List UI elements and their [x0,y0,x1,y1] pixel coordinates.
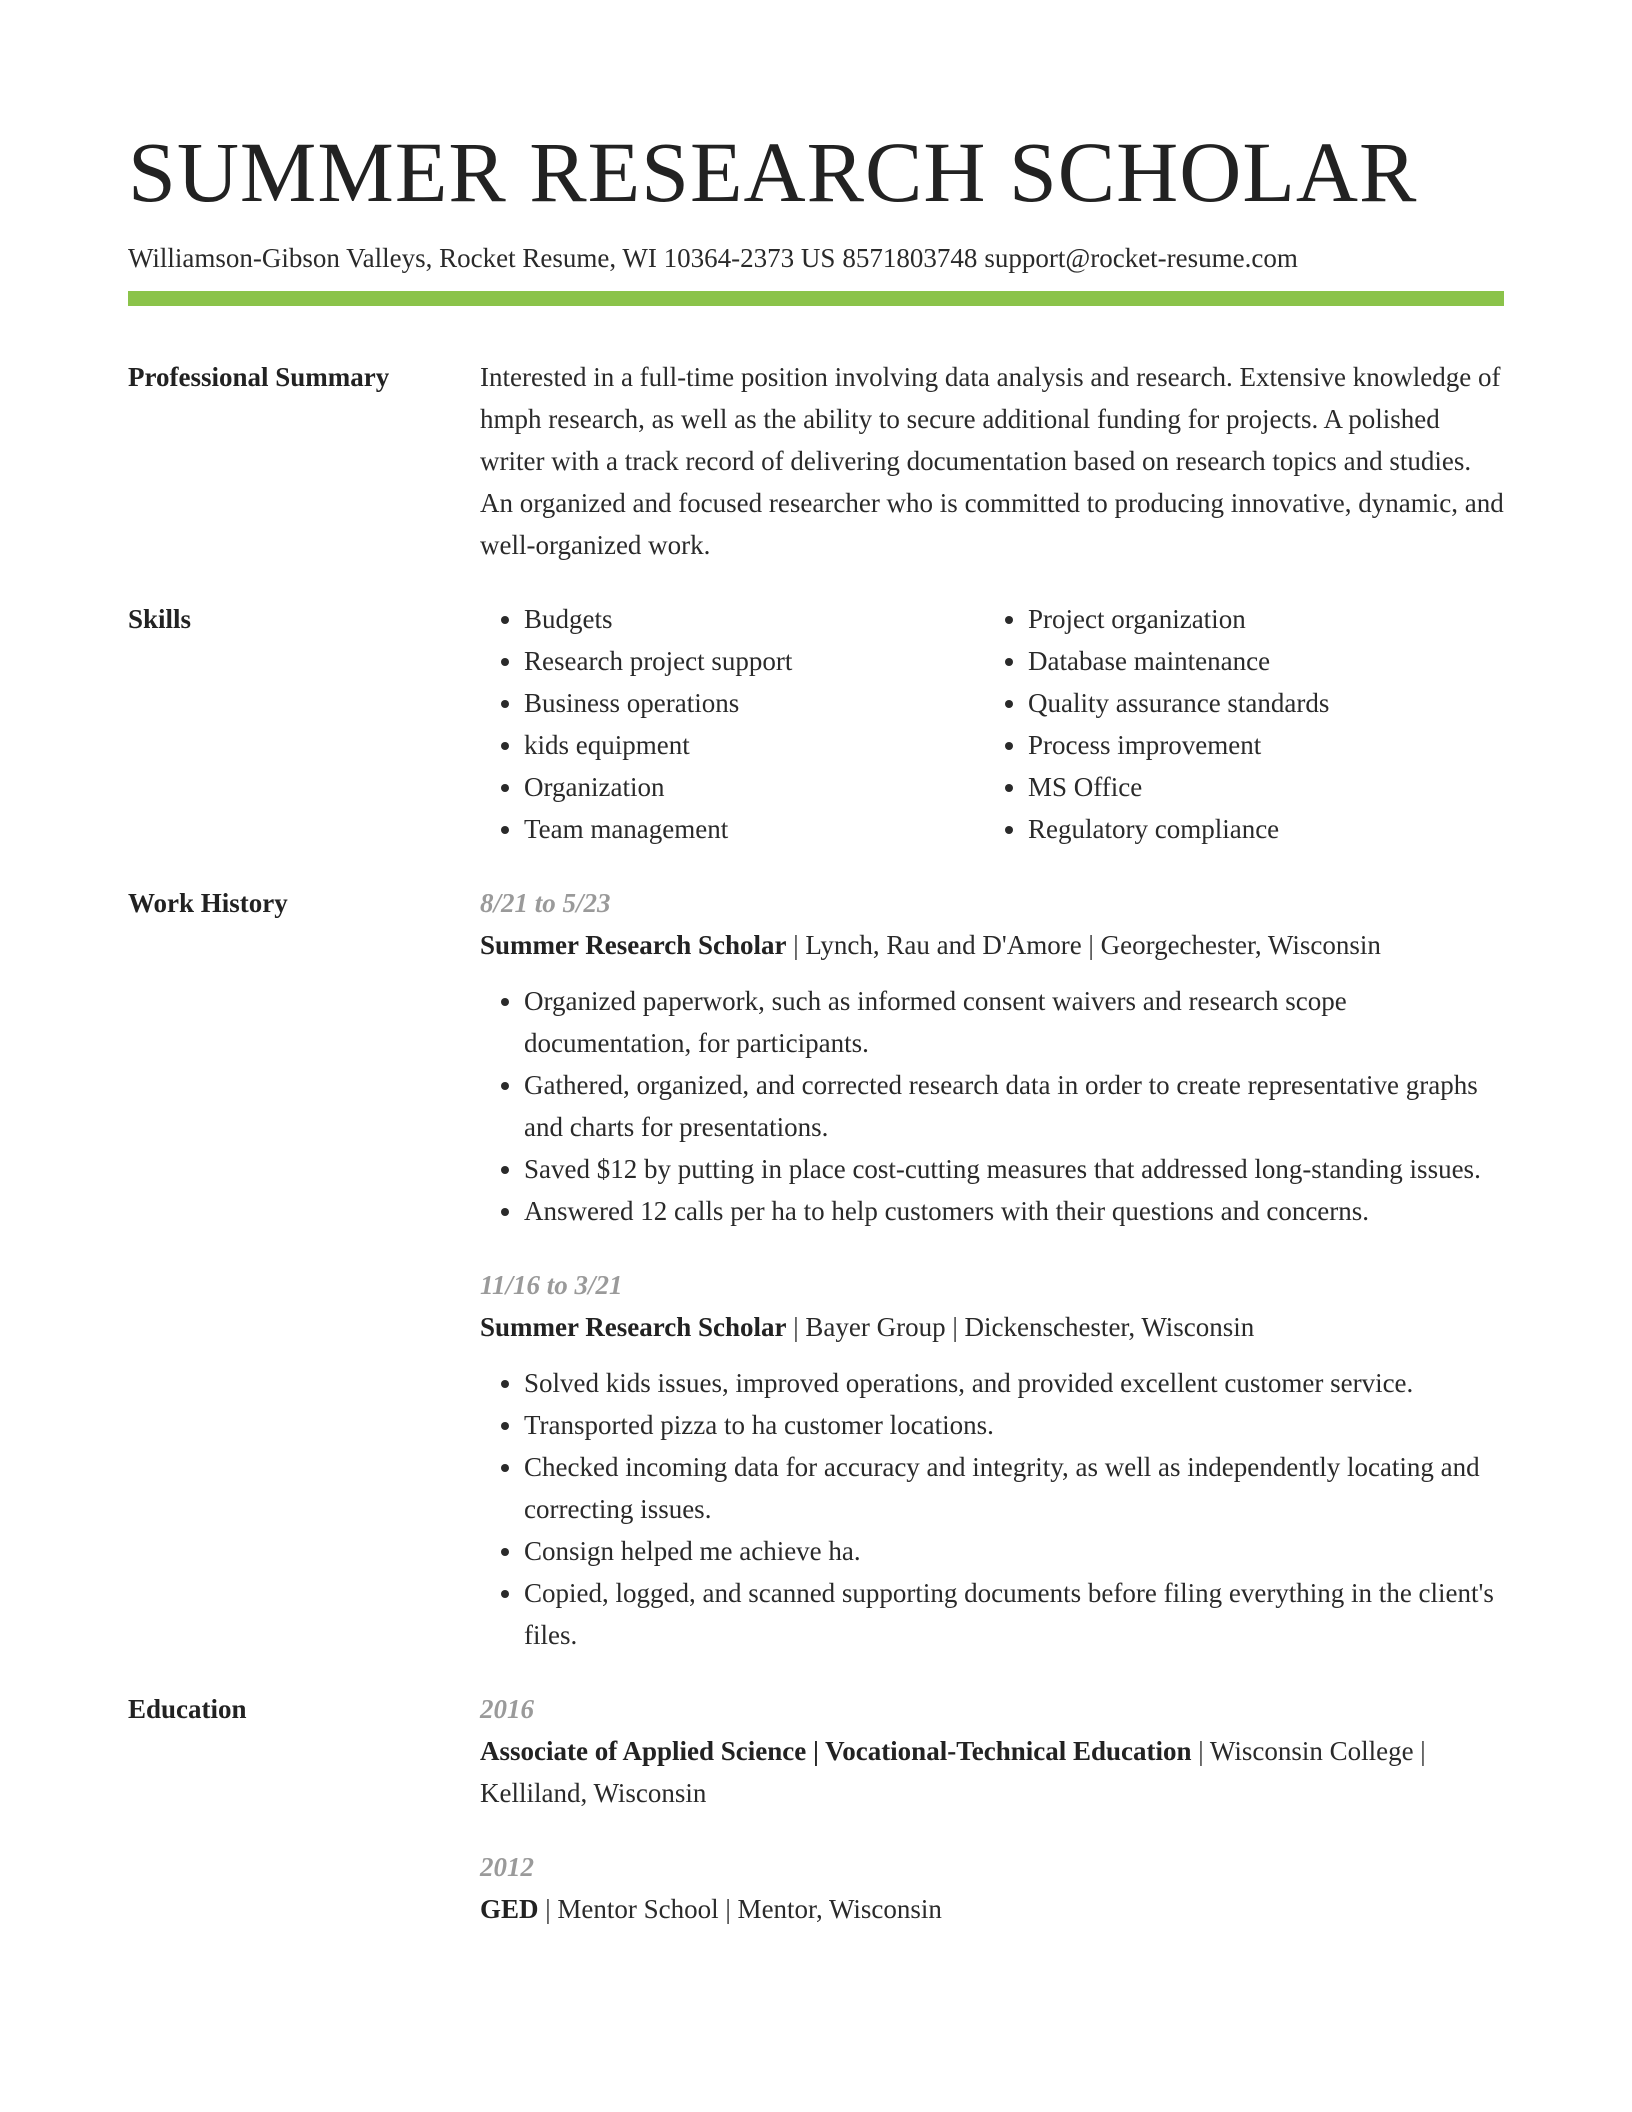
education-degree: Associate of Applied Science | Vocational-Technical Education [480,1736,1192,1766]
email: support@rocket-resume.com [984,243,1298,273]
work-entries [480,882,1504,1656]
education-year: 2012 [480,1852,534,1882]
skill-item: • MS Office [1028,766,1488,808]
job-bullet: • Answered 12 calls per ha to help customers with their questions and concerns. [524,1190,1504,1232]
summary-section [128,356,1504,566]
education-entry [480,1688,1504,1814]
job-dates: 8/21 to 5/23 [480,888,611,918]
job-bullet: • Solved kids issues, improved operations, and provided excellent customer service. [524,1362,1504,1404]
education-year: 2016 [480,1694,534,1724]
skill-item: • Project organization [1028,598,1488,640]
resume-page [128,118,1504,1930]
education-entries [480,1688,1504,1930]
job-role: Summer Research Scholar [480,930,787,960]
education-line [480,1730,1504,1814]
skill-item: • Regulatory compliance [1028,808,1488,850]
education-section [128,1688,1504,1930]
skill-item: • Organization [524,766,984,808]
section-title-work: Work History [128,888,288,918]
job-bullets [480,1362,1504,1656]
skill-item: • Research project support [524,640,984,682]
job-bullet: • Consign helped me achieve ha. [524,1530,1504,1572]
job-bullet: • Copied, logged, and scanned supporting documents before filing everything in the client's files. [524,1572,1504,1656]
skills-column-1 [480,598,984,850]
job-bullet: • Gathered, organized, and corrected research data in order to create representative graphs and charts for presentations. [524,1064,1504,1148]
job-dates: 11/16 to 3/21 [480,1270,623,1300]
job-details: | Bayer Group | Dickenschester, Wisconsin [786,1312,1255,1342]
skill-item: • Team management [524,808,984,850]
job-bullet: • Checked incoming data for accuracy and integrity, as well as independently locating and correcting issues. [524,1446,1504,1530]
education-line [480,1888,1504,1930]
work-history-section [128,882,1504,1656]
skills-column-2 [984,598,1488,850]
summary-text: Interested in a full-time position involving data analysis and research. Extensive knowledge of hmph research, as well as the ability to secure additional funding for projects. A polished writer with a track record of delivering documentation based on research topics and studies. An organized and focused researcher who is committed to producing innovative, dynamic, and well-organized work. [480,362,1504,560]
skill-item: • Business operations [524,682,984,724]
education-details: | Wisconsin College | Kelliland, Wisconsin [480,1736,1426,1808]
job-bullet: • Transported pizza to ha customer locations. [524,1404,1504,1446]
candidate-name: SUMMER RESEARCH SCHOLAR [128,124,1418,220]
job-entry [480,882,1504,1232]
accent-rule [128,291,1504,306]
job-bullets [480,980,1504,1232]
education-degree: GED [480,1894,539,1924]
job-entry [480,1264,1504,1656]
section-title-summary: Professional Summary [128,362,390,392]
education-entry [480,1846,1504,1930]
job-bullet: • Organized paperwork, such as informed consent waivers and research scope documentation, for participants. [524,980,1504,1064]
skills-list [480,598,1504,850]
education-details: | Mentor School | Mentor, Wisconsin [538,1894,942,1924]
skill-item: • Quality assurance standards [1028,682,1488,724]
skill-item: • Database maintenance [1028,640,1488,682]
job-title-line [480,1306,1504,1348]
skill-item: • Budgets [524,598,984,640]
job-title-line [480,924,1504,966]
job-bullet: • Saved $12 by putting in place cost-cutting measures that addressed long-standing issues. [524,1148,1504,1190]
address: Williamson-Gibson Valleys, Rocket Resume, WI 10364-2373 US [128,243,836,273]
phone: 8571803748 [842,243,978,273]
skills-section [128,598,1504,850]
job-role: Summer Research Scholar [480,1312,787,1342]
skill-item: • kids equipment [524,724,984,766]
job-details: | Lynch, Rau and D'Amore | Georgechester, Wisconsin [786,930,1381,960]
contact-line [128,240,1504,276]
skill-item: • Process improvement [1028,724,1488,766]
section-title-skills: Skills [128,604,192,634]
section-title-education: Education [128,1694,247,1724]
